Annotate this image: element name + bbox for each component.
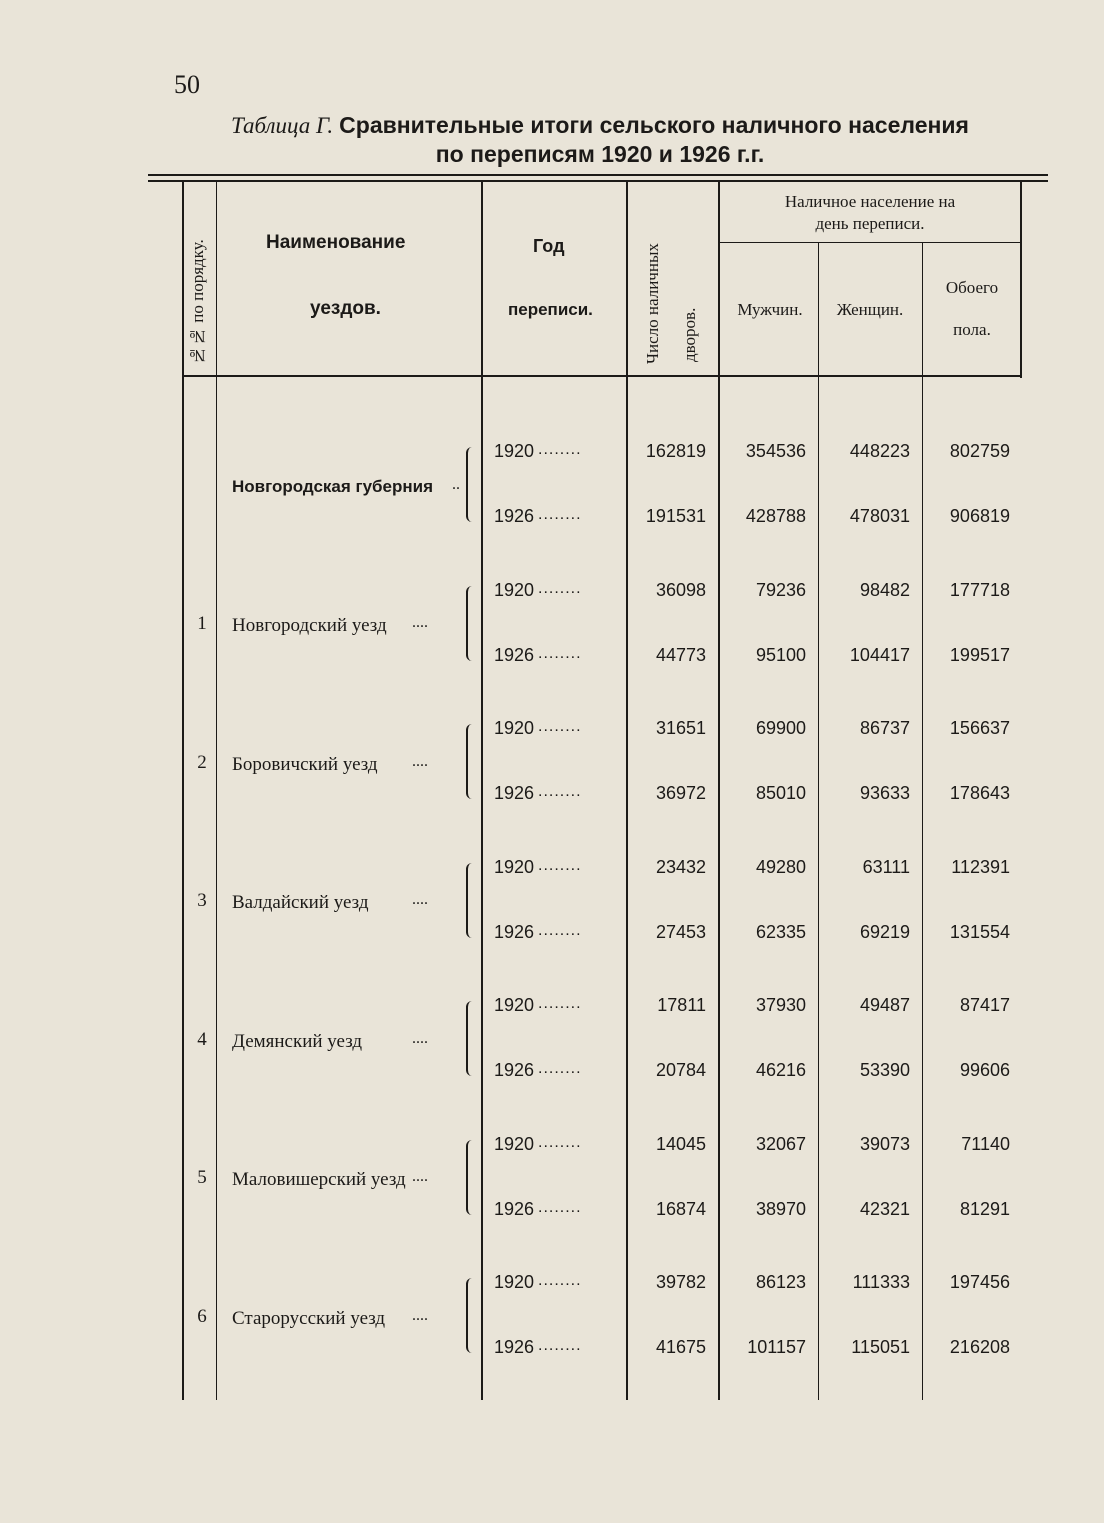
leader-dots: ....: [412, 752, 428, 770]
col-border-1: [216, 182, 217, 1400]
households-value: 39782: [655, 1272, 706, 1292]
header-num: №№ по порядку.: [188, 239, 207, 365]
district-name: Боровичский уезд: [232, 753, 378, 775]
households-value: 191531: [645, 506, 706, 526]
households-value: 31651: [655, 718, 706, 738]
year-leader-dots: ........: [538, 995, 582, 1012]
census-year: 1920: [494, 1133, 535, 1154]
census-year: 1926: [494, 1060, 535, 1080]
col-border-5: [818, 243, 819, 1400]
brace: [466, 1278, 476, 1353]
total-value: 178643: [949, 783, 1010, 803]
households-value: 27453: [655, 921, 706, 942]
row-number: 6: [197, 1305, 207, 1327]
header-population-line1: Наличное население на: [784, 192, 956, 211]
header-year-line2: переписи.: [508, 300, 593, 319]
households-value: 16874: [655, 1198, 706, 1219]
census-year: 1920: [494, 718, 535, 738]
households-value: 17811: [657, 995, 706, 1015]
census-year: 1920: [494, 995, 535, 1015]
district-name: Новгородский уезд: [232, 615, 387, 636]
women-value: 86737: [859, 718, 910, 738]
total-value: 197456: [949, 1272, 1010, 1292]
year-leader-dots: ........: [538, 1133, 582, 1151]
col-border-left: [182, 182, 184, 1400]
header-name-line2: уездов.: [310, 298, 381, 319]
brace: [466, 1140, 476, 1215]
page-number: 50: [174, 70, 200, 99]
year-leader-dots: ........: [538, 718, 582, 735]
district-name: Валдайский уезд: [232, 892, 369, 913]
total-value: 216208: [949, 1337, 1010, 1357]
men-value: 49280: [755, 856, 806, 877]
total-value: 199517: [949, 644, 1010, 665]
row-number: 1: [197, 613, 207, 634]
header-households-line2: дворов.: [680, 307, 699, 362]
men-value: 32067: [755, 1133, 806, 1154]
col-border-right: [1020, 182, 1022, 378]
households-value: 23432: [655, 856, 706, 877]
households-value: 44773: [655, 644, 706, 665]
men-value: 101157: [747, 1337, 806, 1357]
year-leader-dots: ........: [538, 1337, 582, 1354]
leader-dots: ....: [412, 1029, 428, 1047]
leader-dots: ....: [412, 614, 428, 631]
header-men: Мужчин.: [737, 300, 803, 319]
year-leader-dots: ........: [538, 506, 582, 523]
brace: [466, 1001, 476, 1076]
total-value: 99606: [959, 1060, 1010, 1080]
total-value: 131554: [949, 921, 1010, 942]
men-value: 79236: [755, 579, 806, 600]
top-rule-2: [148, 180, 1048, 182]
total-value: 906819: [949, 506, 1010, 526]
census-year: 1926: [494, 783, 535, 803]
year-leader-dots: ........: [538, 921, 582, 939]
header-women: Женщин.: [836, 300, 904, 319]
brace: [466, 724, 476, 799]
row-number: 4: [197, 1028, 207, 1050]
leader-dots: ..: [452, 475, 460, 493]
men-value: 86123: [755, 1272, 806, 1292]
women-value: 115051: [851, 1337, 910, 1357]
households-value: 41675: [655, 1337, 706, 1357]
men-value: 37930: [755, 995, 806, 1015]
row-number: 2: [197, 751, 207, 773]
header-households-line1: Число наличных: [643, 243, 662, 364]
col-border-2: [481, 182, 483, 1400]
census-year: 1926: [494, 644, 535, 665]
leader-dots: ....: [412, 891, 428, 908]
year-leader-dots: ........: [538, 1272, 582, 1289]
brace: [466, 863, 476, 938]
men-value: 354536: [745, 441, 806, 461]
year-leader-dots: ........: [538, 441, 582, 458]
header-bottom-rule: [182, 375, 1022, 377]
census-year: 1926: [494, 506, 535, 526]
year-leader-dots: ........: [538, 856, 582, 874]
households-value: 20784: [655, 1060, 706, 1080]
census-year: 1920: [494, 579, 535, 600]
women-value: 69219: [859, 921, 910, 942]
header-name-line1: Наименование: [266, 232, 406, 253]
men-value: 46216: [755, 1060, 806, 1080]
table-title-line2: по переписям 1920 и 1926 г.г.: [435, 141, 765, 167]
leader-dots: ....: [412, 1168, 428, 1185]
women-value: 448223: [849, 441, 910, 461]
brace: [466, 447, 476, 522]
households-value: 36098: [655, 579, 706, 600]
census-year: 1920: [494, 441, 535, 461]
table-title-prefix: Таблица Г.: [231, 113, 334, 138]
district-name: Маловишерский уезд: [232, 1169, 406, 1190]
men-value: 38970: [755, 1198, 806, 1219]
year-leader-dots: ........: [538, 783, 582, 800]
households-value: 36972: [655, 783, 706, 803]
district-name: Демянский уезд: [232, 1030, 363, 1052]
census-year: 1920: [494, 1272, 535, 1292]
district-name: Новгородская губерния: [232, 476, 434, 496]
men-value: 95100: [755, 644, 806, 665]
women-value: 49487: [859, 995, 910, 1015]
row-number: 5: [197, 1167, 207, 1188]
women-value: 42321: [859, 1198, 910, 1219]
men-value: 428788: [745, 506, 806, 526]
women-value: 63111: [862, 856, 910, 877]
total-value: 81291: [959, 1198, 1010, 1219]
women-value: 93633: [859, 783, 910, 803]
women-value: 53390: [859, 1060, 910, 1080]
brace: [466, 586, 476, 661]
col-border-6: [922, 243, 923, 1400]
year-leader-dots: ........: [538, 579, 582, 597]
total-value: 802759: [949, 441, 1010, 461]
women-value: 39073: [859, 1133, 910, 1154]
census-year: 1926: [494, 1337, 535, 1357]
top-rule: [148, 174, 1048, 176]
row-number: 3: [197, 890, 207, 911]
table-title: [150, 110, 1050, 141]
women-value: 104417: [849, 644, 910, 665]
total-value: 71140: [961, 1133, 1010, 1154]
subheader-rule: [720, 242, 1022, 243]
total-value: 156637: [949, 718, 1010, 738]
header-population-line2: день переписи.: [815, 214, 925, 233]
year-leader-dots: ........: [538, 1060, 582, 1077]
households-value: 162819: [645, 441, 706, 461]
table-title-line1: Сравнительные итоги сельского наличного населения: [339, 112, 969, 138]
men-value: 69900: [755, 718, 806, 738]
census-year: 1920: [494, 856, 535, 877]
women-value: 98482: [859, 579, 910, 600]
census-year: 1926: [494, 921, 535, 942]
women-value: 478031: [849, 506, 910, 526]
men-value: 62335: [755, 921, 806, 942]
men-value: 85010: [755, 783, 806, 803]
women-value: 111333: [852, 1272, 910, 1292]
leader-dots: ....: [412, 1306, 428, 1324]
households-value: 14045: [655, 1133, 706, 1154]
year-leader-dots: ........: [538, 644, 582, 662]
district-name: Старорусский уезд: [232, 1307, 386, 1329]
header-year-line1: Год: [533, 236, 565, 256]
total-value: 87417: [959, 995, 1010, 1015]
header-both-line2: пола.: [953, 320, 991, 339]
year-leader-dots: ........: [538, 1198, 582, 1216]
total-value: 177718: [949, 579, 1010, 600]
census-year: 1926: [494, 1198, 535, 1219]
header-both-line1: Обоего: [945, 278, 999, 297]
total-value: 112391: [951, 856, 1010, 877]
